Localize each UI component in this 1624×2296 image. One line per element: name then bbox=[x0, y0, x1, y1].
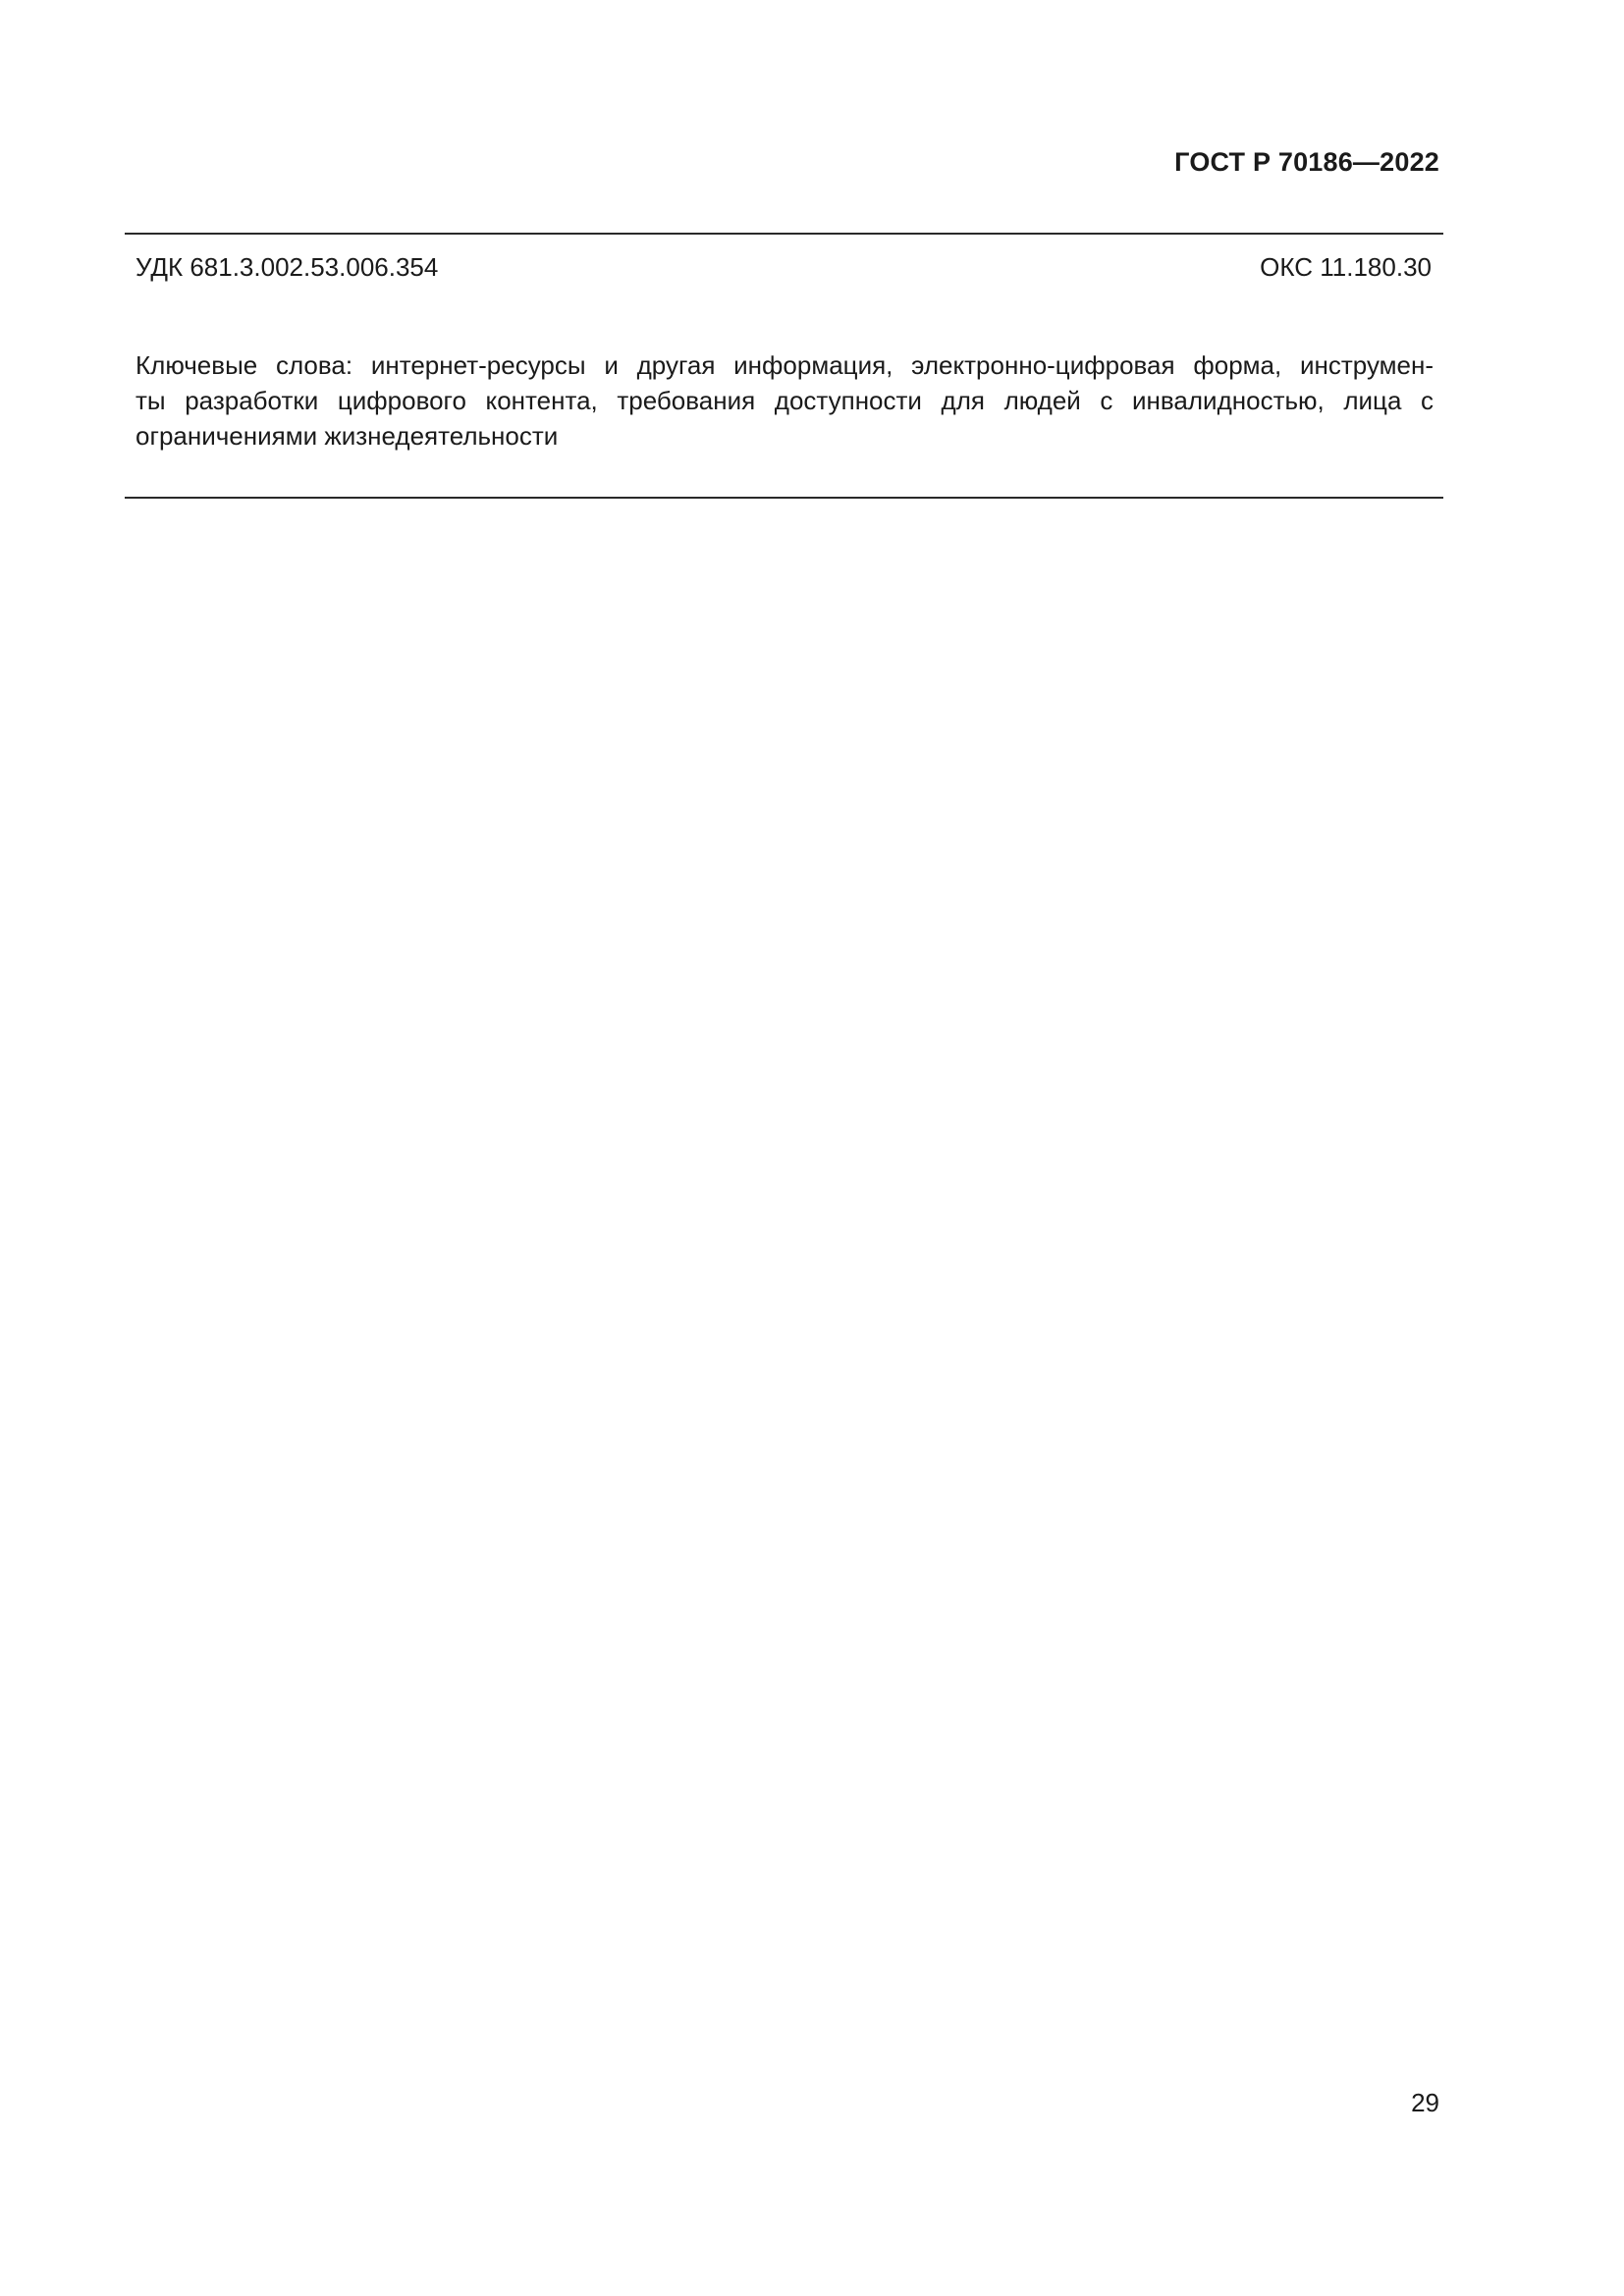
keywords-paragraph bbox=[135, 347, 1434, 454]
oks-code: ОКС 11.180.30 bbox=[1260, 252, 1432, 282]
bottom-divider bbox=[125, 497, 1443, 499]
keywords-line-1: Ключевые слова: интернет-ресурсы и другая информация, электронно-цифровая форма, инструмен- bbox=[135, 350, 1434, 380]
udc-code: УДК 681.3.002.53.006.354 bbox=[135, 252, 439, 282]
page-number: 29 bbox=[1411, 2088, 1439, 2117]
standard-number: ГОСТ Р 70186—2022 bbox=[1174, 147, 1439, 177]
keywords-line-3: ограничениями жизнедеятельности bbox=[135, 421, 559, 451]
keywords-line-2: ты разработки цифрового контента, требования доступности для людей с инвалидностью, лица с bbox=[135, 386, 1434, 415]
top-divider bbox=[125, 233, 1443, 235]
